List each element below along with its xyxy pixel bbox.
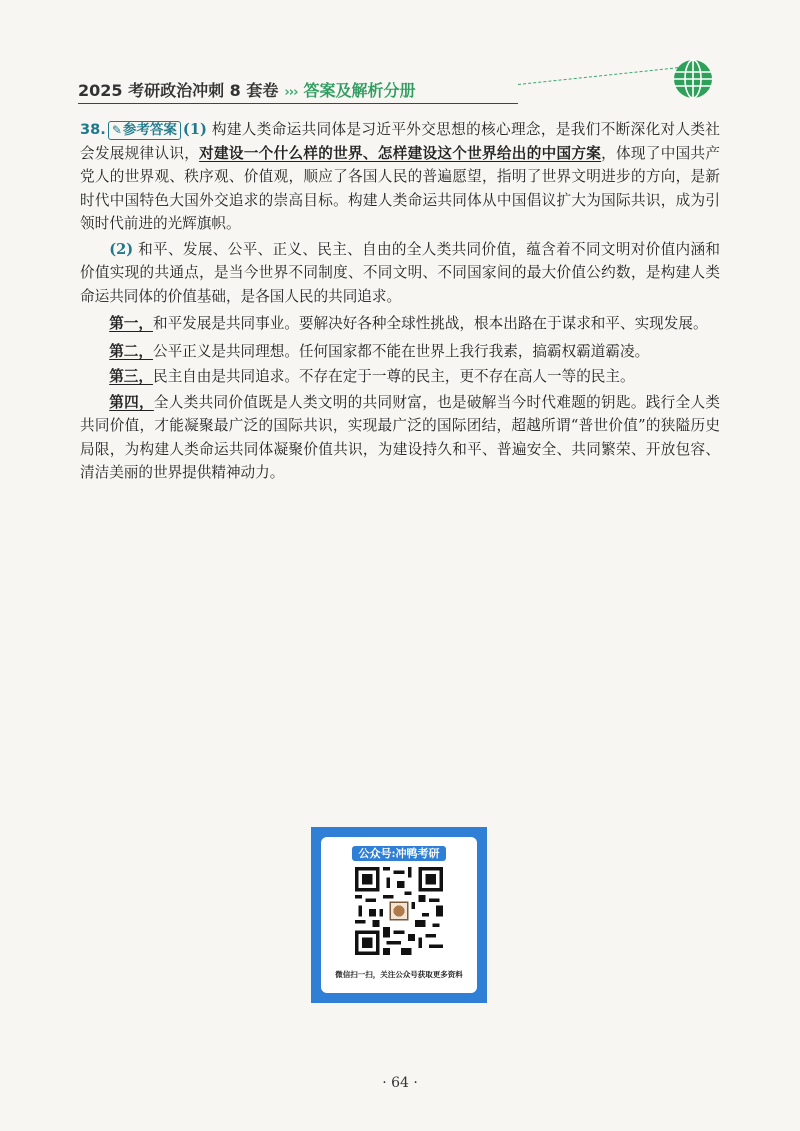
paragraph-2-text: 和平、发展、公平、正义、民主、自由的全人类共同价值，蕴含着不同文明对价值内涵和价值实现的共通点，是当今世界不同制度、不同文明、不同国家间的最大价值公约数，是构建人类命运共同体的价值基础，是各国人民的共同追求。 <box>80 240 720 305</box>
qr-title <box>321 845 477 861</box>
list-item <box>80 365 720 389</box>
list-item <box>80 391 720 485</box>
paragraph-1-text-b: ，体现了中国共产党人的世界观、秩序观、价值观，顺应了各国人民的普遍愿望，指明了世界文明进步的方向，是新时代中国特色大国外交追求的崇高目标。构建人类命运共同体从中国倡议扩大为国际共识，成为引领时代前进的光辉旗帜。 <box>80 144 720 232</box>
paragraph-number-2: (2) <box>109 240 134 258</box>
qr-title-text: 公众号:冲鸭考研 <box>352 846 445 861</box>
paragraph-1-emphasis: 对建设一个什么样的世界、怎样建设这个世界给出的中国方案 <box>199 144 602 162</box>
item-text: 和平发展是共同事业。要解决好各种全球性挑战，根本出路在于谋求和平、实现发展。 <box>152 315 708 332</box>
item-text: 民主自由是共同追求。不存在定于一尊的民主，更不存在高人一等的民主。 <box>152 368 635 385</box>
paragraph-number-1: (1) <box>182 121 207 138</box>
paragraph-1-text-a: 构建人类命运共同体是习近平外交思想的核心理念，是我们不断深化对人类社会发展规律认识， <box>80 121 720 162</box>
list-item <box>80 340 720 364</box>
item-label: 第二， <box>109 342 153 360</box>
item-text: 全人类共同价值既是人类文明的共同财富，也是破解当今时代难题的钥匙。践行全人类共同价值，才能凝聚最广泛的国际共识，实现最广泛的国际团结，超越所谓“普世价值”的狭隘历史局限，为构建人类命运共同体凝聚价值共识，为建设持久和平、普遍安全、共同繁荣、开放包容、清洁美丽的世界提供精神动力。 <box>80 393 720 481</box>
answer-paragraph-2 <box>80 238 720 309</box>
globe-icon <box>672 58 714 100</box>
item-label: 第一， <box>109 315 153 332</box>
item-label: 第四， <box>109 393 154 411</box>
answer-badge <box>108 121 181 140</box>
item-label: 第三， <box>109 368 153 385</box>
question-number: 38. <box>80 121 106 138</box>
qr-inner <box>321 837 477 993</box>
item-text: 公平正义是共同理想。任何国家都不能在世界上我行我素，搞霸权霸道霸凌。 <box>152 342 650 360</box>
page-header <box>78 76 718 104</box>
answer-content <box>80 118 720 485</box>
header-rule <box>78 103 518 104</box>
qr-card <box>311 827 487 1003</box>
page-number: · 64 · <box>382 1075 418 1091</box>
pencil-icon: ✎ <box>111 123 122 137</box>
list-item <box>80 312 720 336</box>
answer-badge-label: 参考答案 <box>122 122 177 138</box>
header-arrows: ››› <box>284 85 298 100</box>
header-text <box>78 78 415 101</box>
header-title: 2025 考研政治冲刺 8 套卷 <box>78 81 279 100</box>
header-dotted-rule <box>518 67 678 105</box>
header-subtitle: 答案及解析分册 <box>303 81 416 100</box>
qr-caption: 微信扫一扫，关注公众号获取更多资料 <box>335 970 463 979</box>
qr-code[interactable] <box>355 867 443 955</box>
answer-paragraph-1 <box>80 118 720 236</box>
